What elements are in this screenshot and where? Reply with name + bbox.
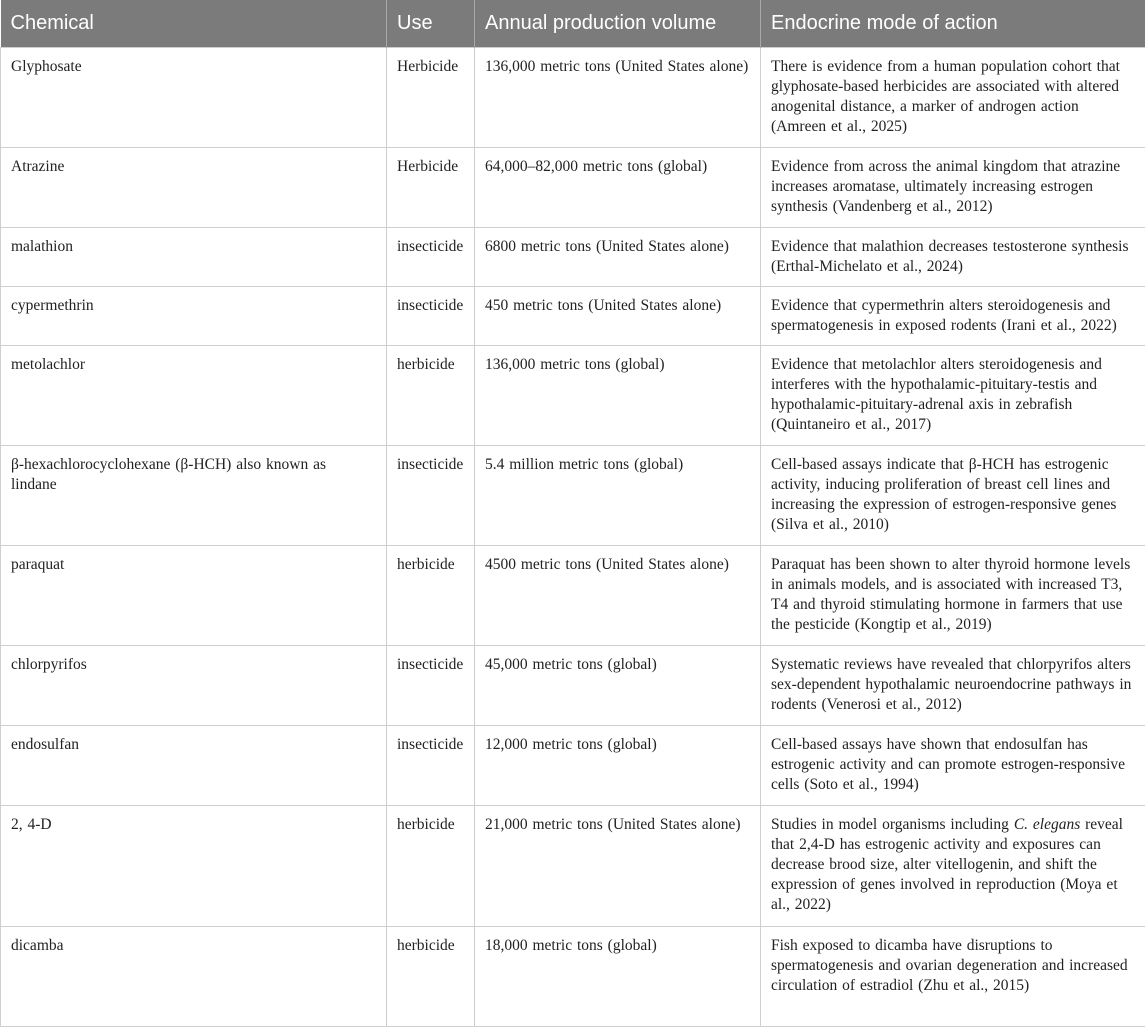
cell-volume: 6800 metric tons (United States alone) bbox=[475, 227, 761, 286]
header-volume: Annual production volume bbox=[475, 0, 761, 47]
cell-action: Evidence that malathion decreases testosterone synthesis (Erthal-Michelato et al., 2024) bbox=[761, 227, 1145, 286]
cell-action: Fish exposed to dicamba have disruptions to spermatogenesis and ovarian degeneration and increased circulation of estradiol (Zhu et al., 2015) bbox=[761, 926, 1145, 1026]
cell-chemical: metolachlor bbox=[1, 345, 387, 445]
table-row bbox=[1, 805, 1145, 926]
cell-volume: 4500 metric tons (United States alone) bbox=[475, 545, 761, 645]
cell-chemical: 2, 4-D bbox=[1, 805, 387, 926]
table-row bbox=[1, 645, 1145, 725]
table-row bbox=[1, 227, 1145, 286]
cell-chemical: endosulfan bbox=[1, 725, 387, 805]
header-use: Use bbox=[387, 0, 475, 47]
cell-volume: 64,000–82,000 metric tons (global) bbox=[475, 147, 761, 227]
cell-use: insecticide bbox=[387, 445, 475, 545]
table-row bbox=[1, 725, 1145, 805]
cell-use: Herbicide bbox=[387, 147, 475, 227]
header-chemical: Chemical bbox=[1, 0, 387, 47]
cell-chemical: Glyphosate bbox=[1, 47, 387, 147]
table-row bbox=[1, 345, 1145, 445]
table-row bbox=[1, 147, 1145, 227]
cell-use: herbicide bbox=[387, 345, 475, 445]
cell-chemical: chlorpyrifos bbox=[1, 645, 387, 725]
table-row bbox=[1, 926, 1145, 1026]
cell-action-text: reveal that 2,4-D has estrogenic activity and exposures can decrease brood size, alter vitellogenin, and shift the expression of genes involved in reproduction (Moya et al., 2022) bbox=[771, 816, 1123, 913]
cell-volume: 12,000 metric tons (global) bbox=[475, 725, 761, 805]
cell-use: insecticide bbox=[387, 725, 475, 805]
cell-chemical: malathion bbox=[1, 227, 387, 286]
cell-volume: 18,000 metric tons (global) bbox=[475, 926, 761, 1026]
cell-volume: 136,000 metric tons (global) bbox=[475, 345, 761, 445]
header-action: Endocrine mode of action bbox=[761, 0, 1145, 47]
table-row bbox=[1, 286, 1145, 345]
table-row bbox=[1, 47, 1145, 147]
cell-chemical: paraquat bbox=[1, 545, 387, 645]
cell-volume: 136,000 metric tons (United States alone) bbox=[475, 47, 761, 147]
cell-use: herbicide bbox=[387, 545, 475, 645]
species-name: C. elegans bbox=[1014, 816, 1080, 833]
cell-volume: 450 metric tons (United States alone) bbox=[475, 286, 761, 345]
cell-chemical: dicamba bbox=[1, 926, 387, 1026]
cell-chemical: cypermethrin bbox=[1, 286, 387, 345]
table-row bbox=[1, 545, 1145, 645]
cell-action: Cell-based assays indicate that β-HCH has estrogenic activity, inducing proliferation of breast cell lines and increasing the expression of estrogen-responsive genes (Silva et al., 2010) bbox=[761, 445, 1145, 545]
cell-chemical: β-hexachlorocyclohexane (β-HCH) also known as lindane bbox=[1, 445, 387, 545]
cell-action: Cell-based assays have shown that endosulfan has estrogenic activity and can promote estrogen-responsive cells (Soto et al., 1994) bbox=[761, 725, 1145, 805]
cell-action: Evidence that cypermethrin alters steroidogenesis and spermatogenesis in exposed rodents (Irani et al., 2022) bbox=[761, 286, 1145, 345]
cell-action bbox=[761, 805, 1145, 926]
cell-action: There is evidence from a human population cohort that glyphosate-based herbicides are associated with altered anogenital distance, a marker of androgen action (Amreen et al., 2025) bbox=[761, 47, 1145, 147]
cell-action: Paraquat has been shown to alter thyroid hormone levels in animals models, and is associated with increased T3, T4 and thyroid stimulating hormone in farmers that use the pesticide (Kongtip et al., 2019) bbox=[761, 545, 1145, 645]
table-row bbox=[1, 445, 1145, 545]
cell-use: herbicide bbox=[387, 926, 475, 1026]
cell-volume: 21,000 metric tons (United States alone) bbox=[475, 805, 761, 926]
cell-volume: 5.4 million metric tons (global) bbox=[475, 445, 761, 545]
cell-use: insecticide bbox=[387, 286, 475, 345]
cell-action: Evidence from across the animal kingdom that atrazine increases aromatase, ultimately increasing estrogen synthesis (Vandenberg et al., 2012) bbox=[761, 147, 1145, 227]
cell-action: Systematic reviews have revealed that chlorpyrifos alters sex-dependent hypothalamic neuroendocrine pathways in rodents (Venerosi et al., 2012) bbox=[761, 645, 1145, 725]
cell-chemical: Atrazine bbox=[1, 147, 387, 227]
cell-use: insecticide bbox=[387, 227, 475, 286]
cell-use: herbicide bbox=[387, 805, 475, 926]
cell-volume: 45,000 metric tons (global) bbox=[475, 645, 761, 725]
header-row bbox=[1, 0, 1145, 47]
cell-action: Evidence that metolachlor alters steroidogenesis and interferes with the hypothalamic-pituitary-testis and hypothalamic-pituitary-adrenal axis in zebrafish (Quintaneiro et al., 2017) bbox=[761, 345, 1145, 445]
cell-use: insecticide bbox=[387, 645, 475, 725]
cell-action-text: Studies in model organisms including bbox=[771, 816, 1014, 833]
cell-use: Herbicide bbox=[387, 47, 475, 147]
